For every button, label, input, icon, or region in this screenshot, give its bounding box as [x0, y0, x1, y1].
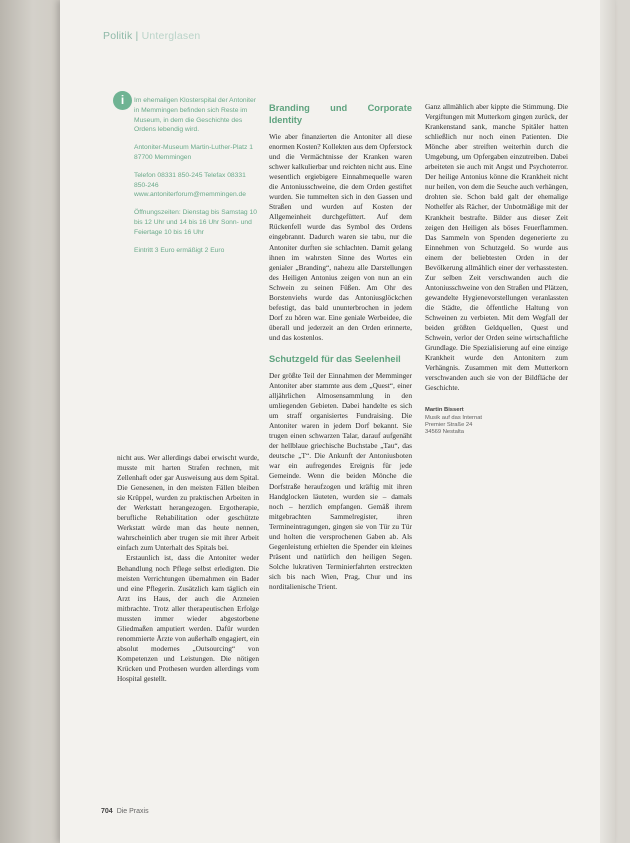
author-line: Premier Straße 24	[425, 421, 473, 428]
section-header	[103, 30, 200, 42]
info-block: Öffnungszeiten: Dienstag bis Samstag 10 bis 12 Uhr und 14 bis 16 Uhr Sonn- und Feiertage 10 bis 16 Uhr	[134, 209, 257, 236]
page-footer	[101, 808, 149, 815]
magazine-name: Die Praxis	[116, 808, 149, 815]
author-line: 34569 Nestalta	[425, 428, 464, 435]
info-block: Telefon 08331 850-245 Telefax 08331 850-246 www.antoniterforum@memmingen.de	[134, 171, 246, 199]
author-name: Martin Bissert	[425, 407, 464, 414]
paragraph: nicht aus. Wer allerdings dabei erwischt wurde, musste mit harten Strafen rechnen, mit Zellenhaft oder gar Ausweisung aus dem Spital. Die Genesenen, in den meisten Fällen bleiben sie Krüppel, wurden zu praktischen Arbeiten in der Werkstatt herangezogen. Ergotherapie, berufliche Rehabilitation oder geschützte Werkstatt würde man das heute nennen, wahrscheinlich aber trugen sie mit ihrer Arbeit einfach zum Unterhalt des Spitals bei.	[117, 453, 259, 553]
author-line: Musik auf das Internat	[425, 414, 483, 421]
page-edge	[600, 0, 615, 843]
section-separator: |	[132, 30, 142, 42]
page-number: 704	[101, 808, 113, 815]
paragraph: Ganz allmählich aber kippte die Stimmung. Die Vergiftungen mit Mutterkorn gingen zurück, der Krankenstand sank, manche Spitäler hatten schließlich nur noch einen Patienten. Die Mönche aber streiften weiterhin durch die Umgebung, um Opfergaben einzutreiben. Dabei arbeiteten sie auch mit Angst und Psychoterror. Der heilige Antonius könne die Krankheit nicht nur heilen, von dem die Seuche auch verhängen, drohten sie. Schon bald galt der ehemalige Nothelfer als Rächer, der Unbotmäßige mit der Krankheit bestrafte. Bilder aus dieser Zeit zeigen den Heiligen als böses Feuerflammen. Das Sammeln von Spenden degenerierte zu Einnehmen von Schutzgeld. So wurde aus einem der beliebtesten Orden in der Bevölkerung allmählich einer der verhasstesten. Zur selben Zeit verschwanden auch die Antoniusschweine von den Straßen und Plätzen, gewandelte Hygienevorstellungen veranlassten die Städte, die öffentliche Haltung von Schweinen zu verbieten. Mit dem Wegfall der beiden größten Geldquellen, Quest und Schwein, verlor der Orden seine wirtschaftliche Grundlage. Die Spezialisierung auf eine einzige Krankheit wurde den Antonitern zum Verhängnis. Zusammen mit dem Mutterkorn verschwanden auch sie von der Bildfläche der Geschichte.	[425, 102, 568, 393]
paragraph: Der größte Teil der Einnahmen der Memminger Antoniter aber stammte aus dem „Quest“, einer alljährlichen Almosensammlung in den umliegenden Gebieten. Dabei handelte es sich um straff organisiertes Fundraising. Die Antoniter waren in jedem Dorf bekannt. Sie trugen einen schwarzen Talar, darauf aufgenäht der hellblaue griechische Buchstabe „Tau“, das deutsche „T“. Die Ankunft der Antoniusboten war ein aufregendes Ereignis für jede Gemeinde. Wenn die beiden Mönche die Dorfstraße heraufzogen und kräftig mit ihren Handglocken läuteten, wurden sie – damals noch – herzlich empfangen. Gemäß ihrem mitgebrachten Sammelregister, ihren Termineintragungen, gingen sie von Tür zu Tür und holten die versprochenen Gaben ab. Als Gegenleistung erhielten die Spender ein kleines Präsent und natürlich den heiligen Segen. Solche lukrativen Terminierfahrten erstreckten sich bis nach Wien, Prag, Chur und ins norditalienische Trient.	[269, 370, 412, 591]
subheading: Branding und Corporate Identity	[269, 103, 412, 125]
info-block: Antoniter-Museum Martin-Luther-Platz 1 87700 Memmingen	[134, 144, 253, 161]
section-subsection: Unterglasen	[141, 30, 201, 42]
info-block: Im ehemaligen Klosterspital der Antoniter in Memmingen befinden sich Reste im Museum, in dem die Geschichte des Ordens lebendig wird.	[134, 97, 256, 134]
author-box	[425, 407, 568, 436]
info-box	[134, 96, 259, 263]
paragraph: Erstaunlich ist, dass die Antoniter weder Behandlung noch Pflege selbst erledigten. Die meisten Verrichtungen übernahmen ein Bader und eine Pflegerin. Zusätzlich kam täglich ein Arzt ins Haus, der auch die Arzneien mitbrachte. Trotz aller therapeutischen Erfolge mussten immer wieder abgestorbene Gliedmaßen amputiert werden. Dafür wurden renommierte Ärzte von außerhalb engagiert, ein absolut modernes „Outsourcing“ von Kompetenzen und Leistungen. Die nötigen Krücken und Prothesen wurden allerdings vom Hospital gestellt.	[117, 553, 259, 684]
book-spine	[0, 0, 60, 843]
info-block: Eintritt 3 Euro ermäßigt 2 Euro	[134, 246, 225, 254]
article-column-1	[117, 453, 259, 684]
article-column-3	[425, 102, 568, 436]
subheading: Schutzgeld für das Seelenheil	[269, 353, 401, 364]
paragraph: Wie aber finanzierten die Antoniter all diese enormen Kosten? Kollekten aus dem Opferstock und die Vermächtnisse der Kranken waren schwer kalkulierbar und reichten nicht aus. Eine wesentlich ergiebigere Einnahmequelle waren die Antoniusschweine, die dem Orden gestiftet wurden. Sie tummelten sich in den Gassen und Straßen und wurden auf Kosten der Allgemeinheit durchgefüttert. Auf dem Rückenfell wurde das Symbol des Ordens eingebrannt. Dadurch waren sie tabu, nur die Antoniter durften sie schlachten. Damit gelang ihnen im wahrsten Sinne des Wortes ein genialer „Branding“, nahezu alle Darstellungen des Heiligen Antonius zeigen von nun an ein Schwein zu seinen Füßen. Am Ohr des Borstenviehs wurde das Antoniusglöckchen befestigt, das bald ununterbrochen in jedem Dorf zu hören war. Eine geniale Werbeidee, die überall und jederzeit an den Orden erinnerte, und das kostenlos.	[269, 132, 412, 342]
article-column-2	[269, 102, 412, 592]
section-name: Politik	[103, 30, 133, 42]
info-icon: i	[113, 91, 132, 110]
